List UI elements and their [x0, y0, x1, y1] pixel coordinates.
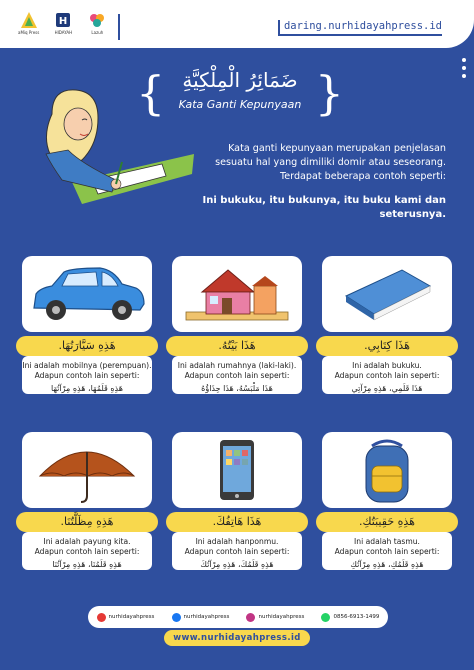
card-umbrella — [22, 432, 152, 569]
card-example: هَذِهِ قَلَمُنَا، هَذِهِ مِرْآتُنَا — [52, 559, 122, 569]
card-phone — [172, 432, 302, 569]
card-image — [322, 256, 452, 332]
card-body — [22, 356, 152, 394]
intro-paragraph: Kata ganti kepunyaan merupakan penjelasan sesuatu hal yang dimiliki domir atau seseorang. Terdapat beberapa contoh seperti: — [215, 143, 446, 182]
card-arabic: هَذَا بَيْتُهُ. — [166, 336, 308, 356]
card-car — [22, 256, 152, 393]
card-line1: Ini adalah rumahnya (laki-laki). — [177, 361, 297, 370]
publisher-logos — [18, 10, 107, 35]
card-body — [322, 356, 452, 394]
subtitle: Kata Ganti Kepunyaan — [178, 98, 302, 111]
right-brace: } — [314, 66, 344, 120]
house-icon — [172, 256, 302, 332]
card-image — [172, 256, 302, 332]
card-body — [322, 532, 452, 570]
card-house — [172, 256, 302, 393]
menu-dots-icon[interactable] — [462, 58, 466, 78]
card-line1: Ini adalah hanponmu. — [195, 537, 279, 546]
header — [0, 0, 474, 48]
logo-amiq: aMiq Press — [18, 10, 39, 35]
card-example: هَذِهِ قَلَمُكَ، هَذِهِ مِرْآتُكَ — [200, 559, 274, 569]
umbrella-icon — [22, 432, 152, 508]
card-body — [172, 356, 302, 394]
card-line2: Adapun contoh lain seperti: — [184, 370, 290, 380]
intro-examples: Ini bukuku, itu bukunya, itu buku kami dan seterusnya. — [202, 194, 446, 221]
social-instagram[interactable]: nurhidayahpress — [246, 613, 304, 622]
card-arabic: هَذِهِ مِظَلَّتُنَا. — [16, 512, 158, 532]
card-line1: Ini adalah bukuku. — [352, 361, 422, 370]
card-image — [22, 256, 152, 332]
card-body — [22, 532, 152, 570]
footer-url[interactable]: www.nurhidayahpress.id — [164, 630, 310, 646]
site-url[interactable]: daring.nurhidayahpress.id — [278, 20, 442, 36]
social-youtube[interactable]: nurhidayahpress — [97, 613, 155, 622]
card-line1: Ini adalah tasmu. — [354, 537, 420, 546]
book-icon — [322, 256, 452, 332]
card-example: هَذِهِ قَلَمُكِ، هَذِهِ مِرْآتُكِ — [350, 559, 424, 569]
backpack-icon — [322, 432, 452, 508]
card-line2: Adapun contoh lain seperti: — [334, 546, 440, 556]
whatsapp-icon — [321, 613, 330, 622]
card-example: هَذَا مَلْبَسُهُ، هَذَا حِذَاؤُهُ — [201, 383, 273, 393]
svg-text:H: H — [59, 16, 68, 27]
card-image — [322, 432, 452, 508]
car-icon — [22, 256, 152, 332]
intro-text — [198, 142, 446, 233]
card-line2: Adapun contoh lain seperti: — [34, 370, 140, 380]
social-bar — [88, 606, 388, 628]
card-arabic: هَذِهِ سَيَّارَتُهَا. — [16, 336, 158, 356]
header-divider — [118, 14, 120, 40]
card-arabic: هَذَا هَاتِفُكَ. — [166, 512, 308, 532]
card-line1: Ini adalah mobilnya (perempuan). — [22, 361, 152, 370]
card-arabic: هَذَا كِتَابِي. — [316, 336, 458, 356]
card-image — [22, 432, 152, 508]
facebook-icon — [172, 613, 181, 622]
card-line2: Adapun contoh lain seperti: — [334, 370, 440, 380]
phone-icon — [172, 432, 302, 508]
card-line2: Adapun contoh lain seperti: — [34, 546, 140, 556]
instagram-icon — [246, 613, 255, 622]
title-block — [136, 62, 344, 130]
social-facebook[interactable]: nurhidayahpress — [172, 613, 230, 622]
social-whatsapp[interactable]: 0856-6913-1499 — [321, 613, 379, 622]
logo-hidayah: H HIDAYAH — [53, 10, 73, 35]
youtube-icon — [97, 613, 106, 622]
card-image — [172, 432, 302, 508]
card-bag — [322, 432, 452, 569]
logo-lazuh: Lazuh — [87, 10, 107, 35]
left-brace: { — [136, 66, 166, 120]
card-line2: Adapun contoh lain seperti: — [184, 546, 290, 556]
card-example: هَذَا قَلَمِي، هَذِهِ مِرْآتِي — [351, 383, 423, 393]
card-example: هَذِهِ قَلَمُهَا، هَذِهِ مِرْآتُهَا — [51, 383, 123, 393]
card-arabic: هَذِهِ حَقِيبَتُكِ. — [316, 512, 458, 532]
card-line1: Ini adalah payung kita. — [43, 537, 131, 546]
arabic-title: ضَمَائِرُ الْمِلْكِيَّةِ — [182, 68, 298, 92]
card-book — [322, 256, 452, 393]
card-body — [172, 532, 302, 570]
